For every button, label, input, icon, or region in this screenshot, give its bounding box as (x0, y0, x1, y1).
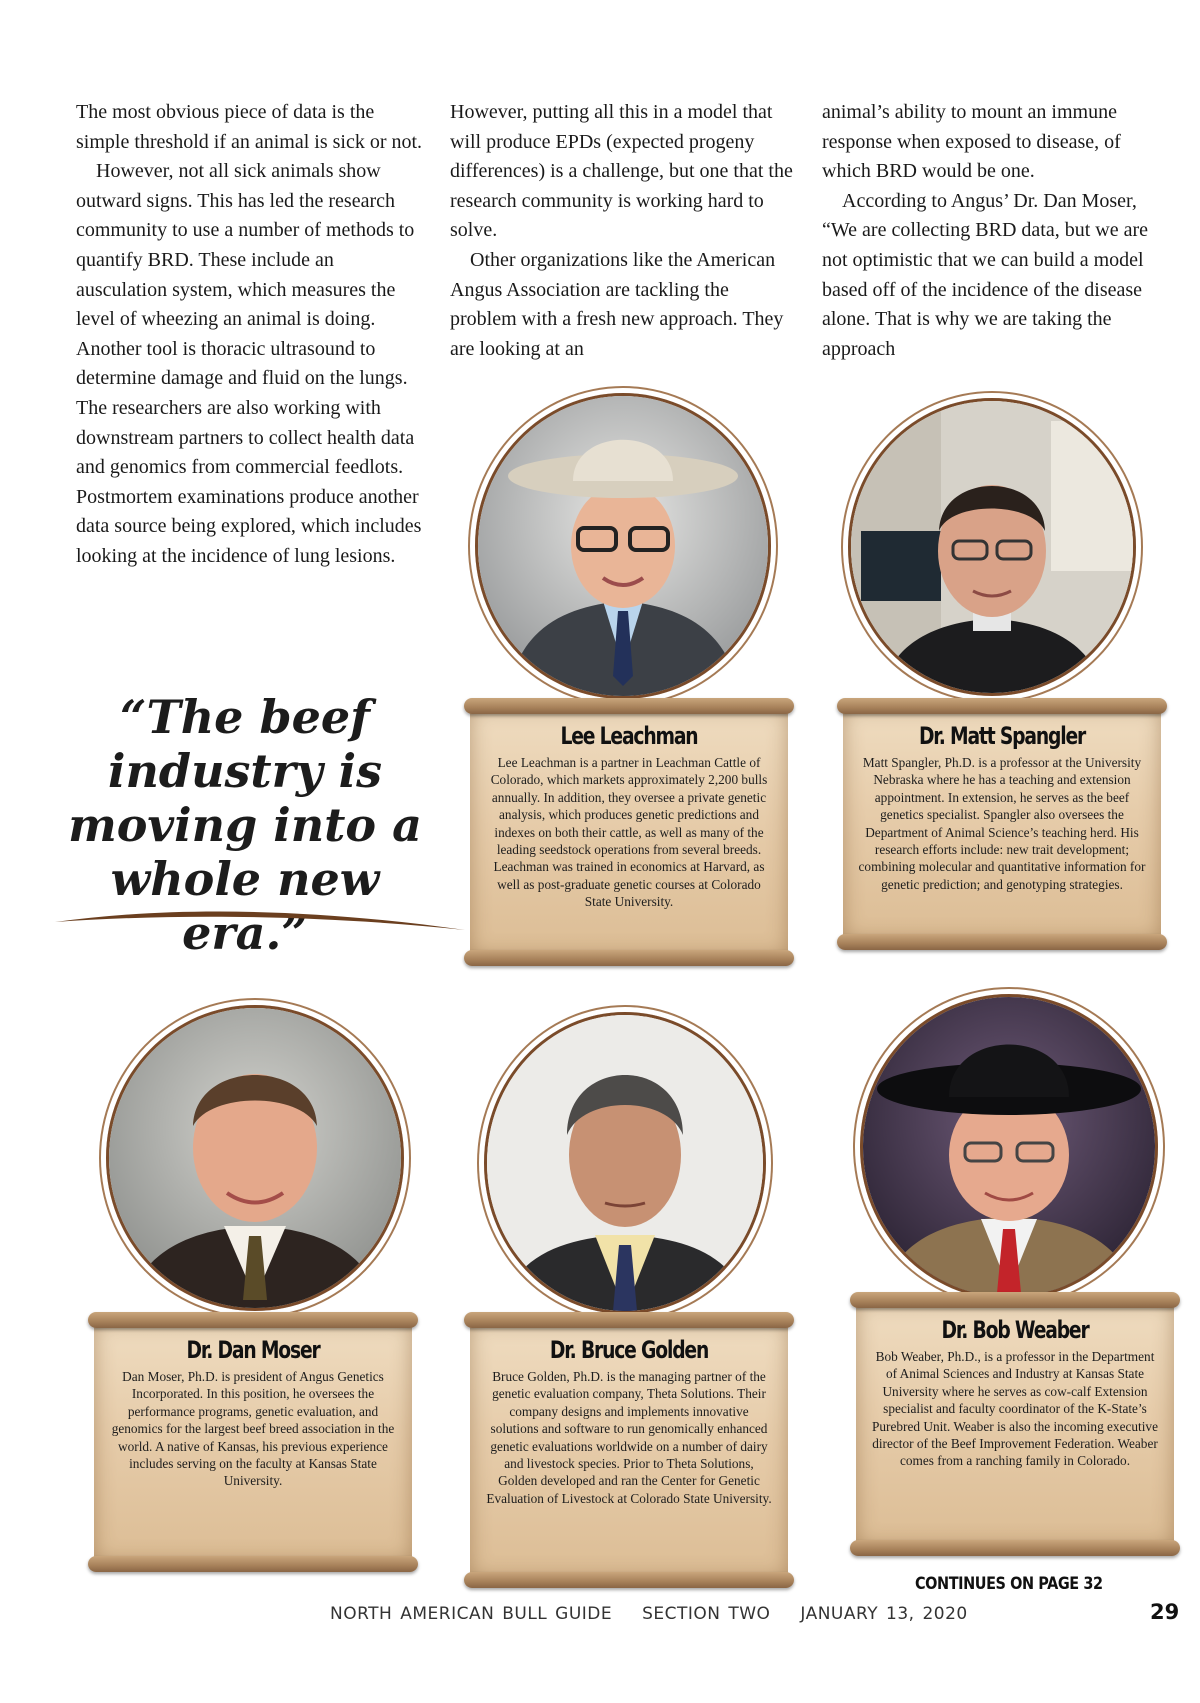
bio-scroll-spangler (843, 708, 1161, 940)
photo-frame-spangler (848, 398, 1136, 696)
profile-name: Dr. Bruce Golden (549, 1336, 709, 1364)
profile-bio: Lee Leachman is a partner in Leachman Cattle of Colorado, which markets approximately 2,200 bulls annually. In addition, they oversee a private genetic analysis, which produces genetic predictions and indexes on both their cattle, as well as many of the leading seedstock operations from several breeds. Leachman was trained in economics at Harvard, as well as post-graduate genetic courses at Colorado State University. (490, 755, 768, 910)
page-footer (330, 1604, 990, 1624)
profile-bio: Bruce Golden, Ph.D. is the managing partner of the genetic evaluation company, Theta Solutions. Their company designs and implements innovative solutions and software to run genomically enhanced genetic evaluations worldwide on a number of dairy and livestock species. Prior to Theta Solutions, Golden developed and ran the Center for Genetic Evaluation of Livestock at Colorado State University. (486, 1369, 772, 1506)
portrait-golden (487, 1015, 763, 1311)
photo-frame-golden (484, 1012, 766, 1314)
paragraph: According to Angus’ Dr. Dan Moser, “We are collecting BRD data, but we are not optimistic that we can build a model based off of the incidence of the disease alone. That is why we are taking the approach (822, 189, 1149, 360)
profile-name: Dr. Matt Spangler (918, 722, 1086, 750)
profile-bio: Dan Moser, Ph.D. is president of Angus Genetics Incorporated. In this position, he oversees the performance programs, genetic evaluation, and genomics for the largest beef breed association in the world. A native of Kansas, his previous experience includes serving on the faculty at Kansas State University. (111, 1369, 395, 1489)
paragraph: The most obvious piece of data is the simple threshold if an animal is sick or not. (76, 101, 423, 153)
bio-scroll-moser (94, 1322, 412, 1562)
footer-section: SECTION TWO (642, 1604, 771, 1624)
photo-frame-leachman (475, 393, 771, 699)
article-column-1 (76, 98, 424, 572)
photo-frame-moser (106, 1005, 404, 1311)
portrait-moser (109, 1008, 401, 1308)
paragraph: However, not all sick animals show outward signs. This has led the research community to use a number of methods to quantify BRD. These include an ausculation system, which measures the level of wheezing an animal is doing. Another tool is thoracic ultrasound to determine damage and fluid on the lungs. The researchers are also working with downstream partners to collect health data and genomics from commercial feedlots. Postmortem examinations produce another data source being explored, which includes looking at the incidence of lung lesions. (76, 160, 422, 567)
paragraph: However, putting all this in a model that will produce EPDs (expected progeny differences) is a challenge, but one that the research community is working hard to solve. (450, 101, 793, 242)
article-column-2 (450, 98, 798, 364)
profile-bio: Matt Spangler, Ph.D. is a professor at the University Nebraska where he has a teaching and extension appointment. In extension, he serves as the beef genetics specialist. Spangler also oversees the Department of Animal Science’s teaching herd. His research efforts include: new trait development; combining molecular and quantitative information for genetic prediction; and genotyping strategies. (858, 755, 1146, 892)
profile-name: Dr. Dan Moser (186, 1336, 320, 1364)
footer-publication: NORTH AMERICAN BULL GUIDE (330, 1604, 613, 1624)
footer-date: JANUARY 13, 2020 (800, 1604, 968, 1624)
bio-scroll-weaber (856, 1302, 1174, 1546)
swoosh-divider (50, 900, 470, 940)
paragraph: Other organizations like the American Angus Association are tackling the problem with a fresh new approach. They are looking at an (450, 248, 784, 360)
paragraph: animal’s ability to mount an immune response when exposed to disease, of which BRD would be one. (822, 101, 1121, 183)
portrait-spangler (851, 401, 1133, 693)
profile-name: Lee Leachman (560, 722, 698, 750)
profile-bio: Bob Weaber, Ph.D., is a professor in the Department of Animal Sciences and Industry at Kansas State University where he serves as cow-calf Extension specialist and faculty coordinator of the K-State’s Purebred Unit. Weaber is also the incoming executive director of the Beef Improvement Federation. Weaber comes from a ranching family in Colorado. (872, 1349, 1158, 1469)
portrait-weaber (863, 997, 1155, 1297)
bio-scroll-golden (470, 1322, 788, 1578)
pull-quote: “The beef industry is moving into a whole new era.” (68, 690, 422, 960)
photo-frame-weaber (860, 994, 1158, 1300)
continues-note: CONTINUES ON PAGE 32 (915, 1574, 1103, 1594)
bio-scroll-leachman (470, 708, 788, 956)
profile-name: Dr. Bob Weaber (941, 1316, 1089, 1344)
portrait-leachman (478, 396, 768, 696)
article-column-3 (822, 98, 1170, 364)
page-number: 29 (1150, 1600, 1180, 1624)
